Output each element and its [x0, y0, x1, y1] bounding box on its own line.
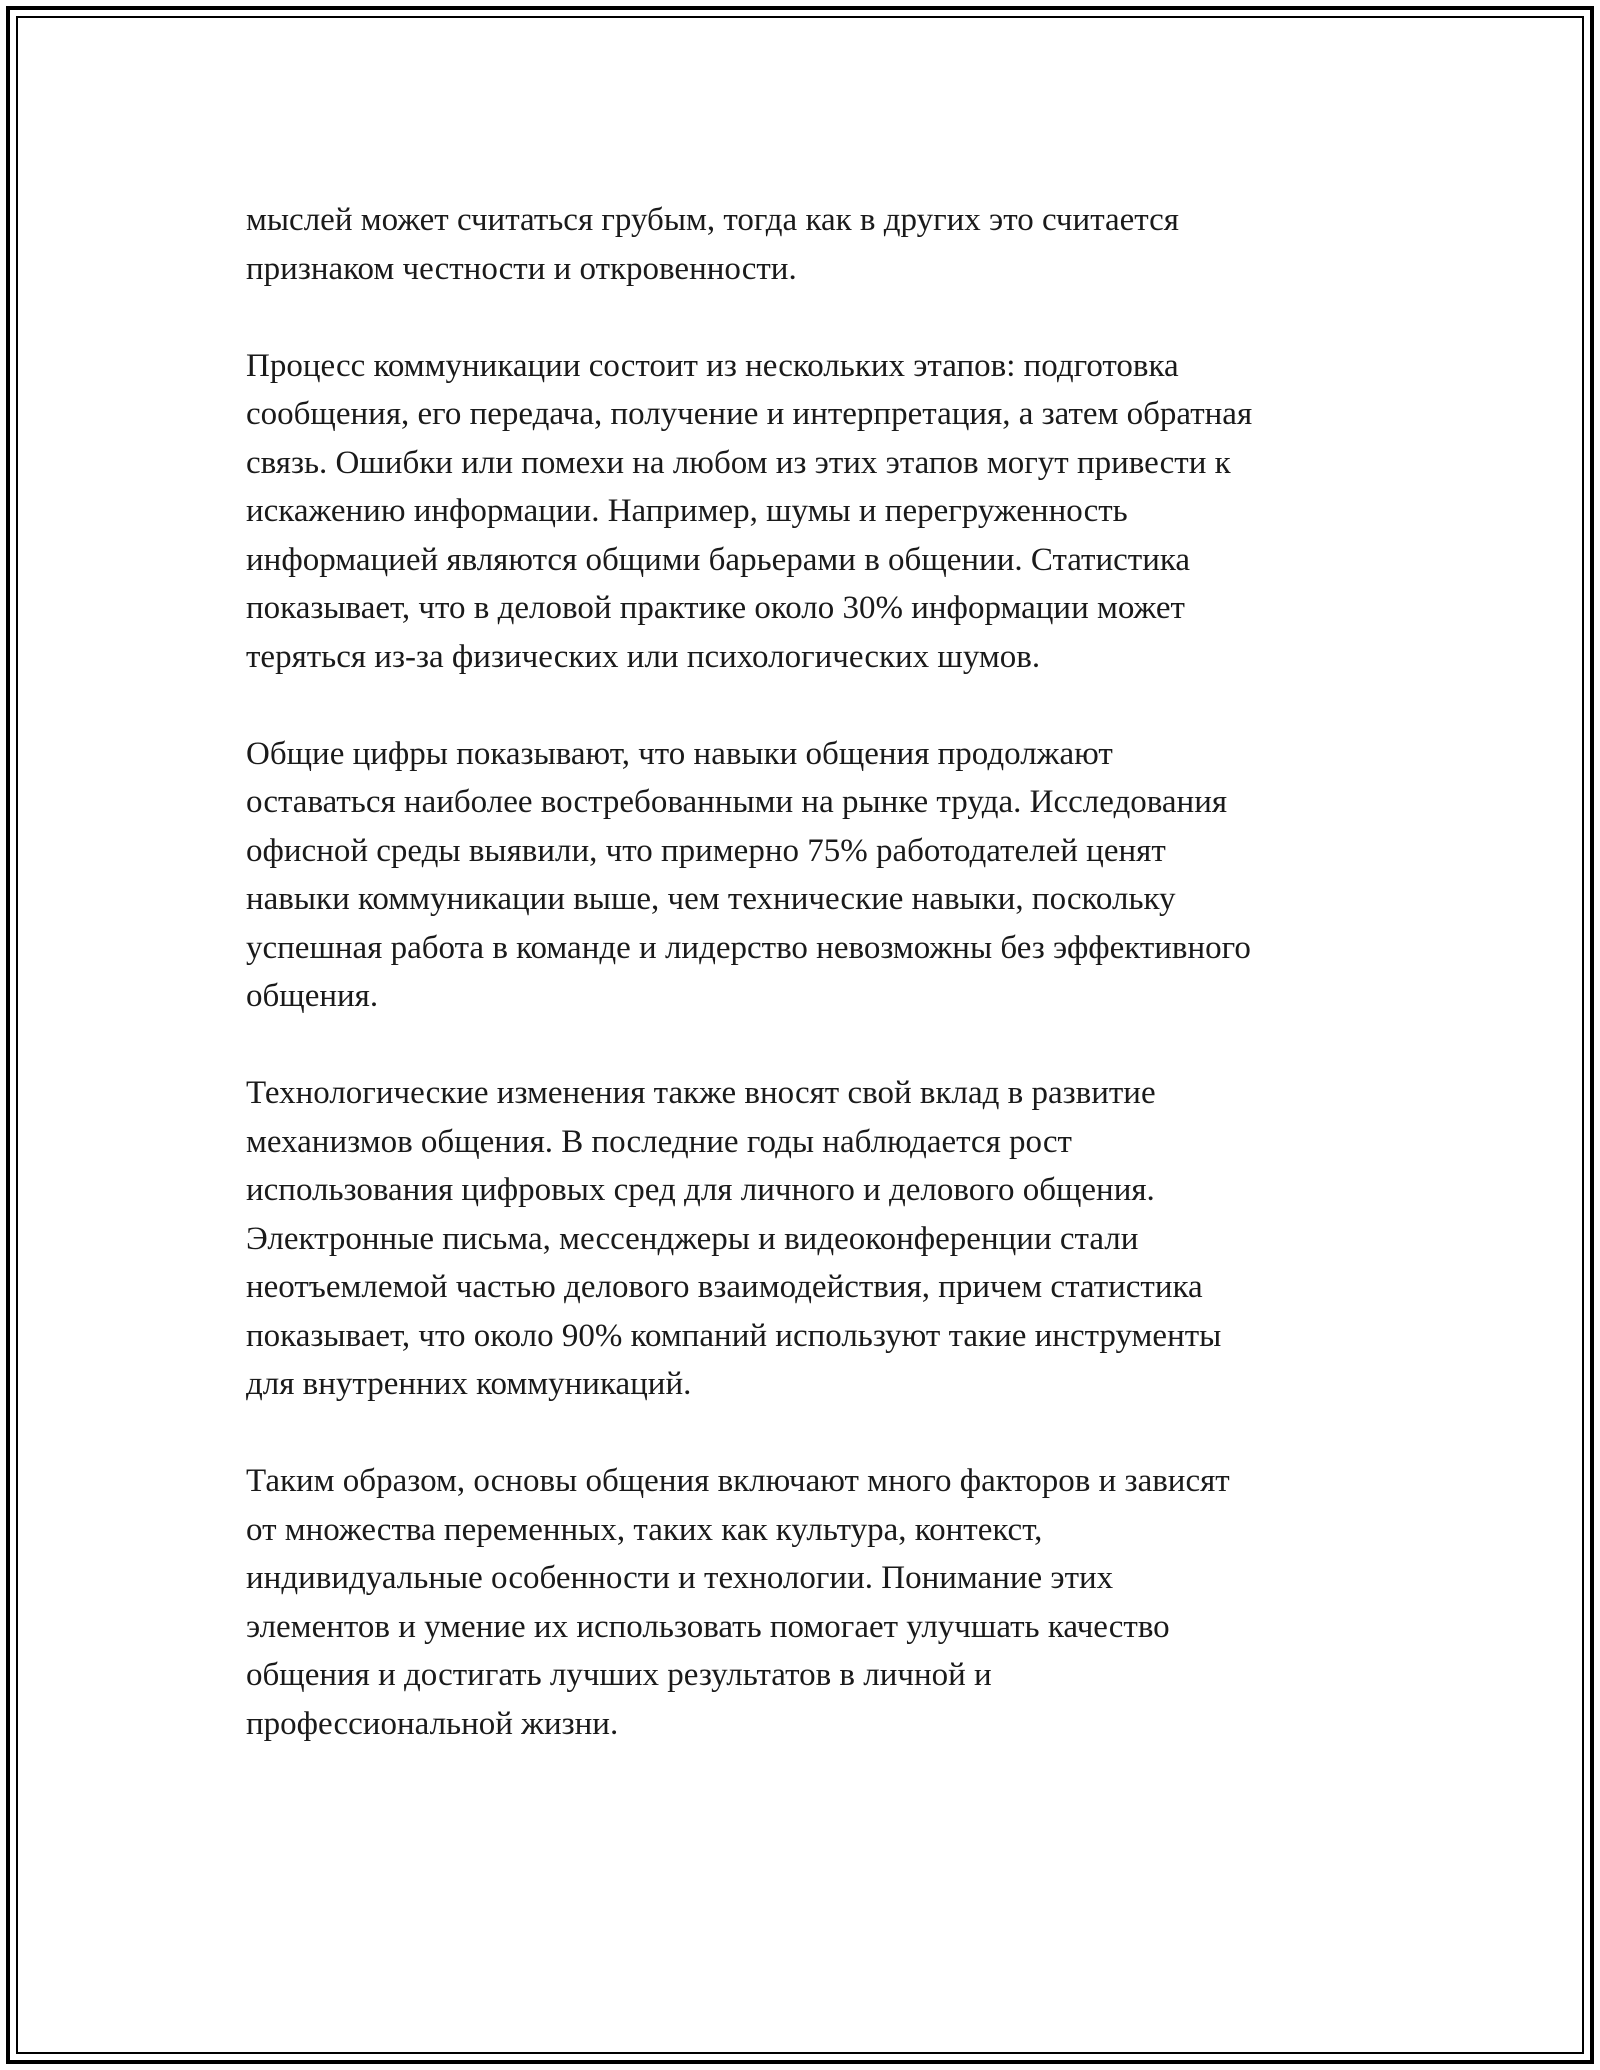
paragraph-5: Таким образом, основы общения включают много факторов и зависят от множества переменных, таких как культура, контекст, индивидуальные особенности и технологии. Понимание этих элементов и умение их использовать помогает улучшать качество общения и достигать лучших результатов в личной и профессиональной жизни.: [246, 1463, 1230, 1742]
paragraph-3: Общие цифры показывают, что навыки общения продолжают оставаться наиболее востребованными на рынке труда. Исследования офисной среды выявили, что примерно 75% работодателей ценят навыки коммуникации выше, чем технические навыки, поскольку успешная работа в команде и лидерство невозможны без эффективного общения.: [246, 735, 1251, 1014]
paragraph-4: Технологические изменения также вносят свой вклад в развитие механизмов общения. В последние годы наблюдается рост использования цифровых сред для личного и делового общения. Электронные письма, мессенджеры и видеоконференции стали неотъемлемой частью делового взаимодействия, причем статистика показывает, что около 90% компаний используют такие инструменты для внутренних коммуникаций.: [246, 1075, 1222, 1402]
paragraph-2: Процесс коммуникации состоит из нескольких этапов: подготовка сообщения, его передача, получение и интерпретация, а затем обратная связь. Ошибки или помехи на любом из этих этапов могут привести к искажению информации. Например, шумы и перегруженность информацией являются общими барьерами в общении. Статистика показывает, что в деловой практике около 30% информации может теряться из-за физических или психологических шумов.: [246, 347, 1253, 675]
paragraph-1: мыслей может считаться грубым, тогда как в других это считается признаком честности и откровенности.: [246, 202, 1179, 287]
page-frame: [6, 6, 1594, 2064]
document-body: [246, 196, 1396, 1797]
